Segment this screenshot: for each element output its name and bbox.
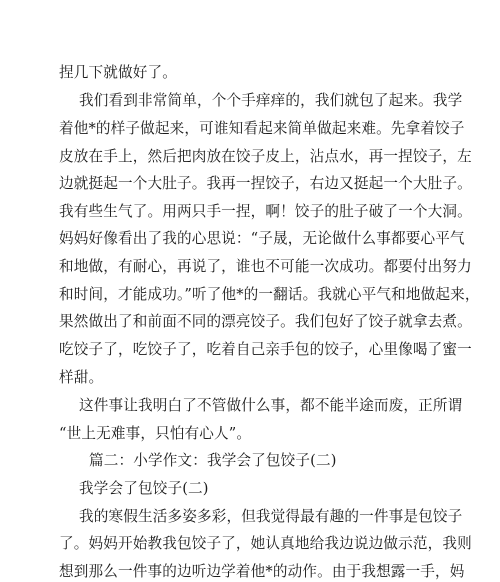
text-line: 和时间，才能成功。”听了他*的一翻话。我就心平气和地做起来， (59, 286, 480, 303)
text-line: “世上无难事，只怕有心人”。 (59, 425, 252, 442)
text-line: 想到那么一件事的边听边学着他*的动作。由于我想露一手，妈 (59, 563, 465, 580)
text-line: 样甜。 (59, 369, 104, 386)
text-line: 边就挺起一个大肚子。我再一捏饺子，右边又挺起一个大肚子。 (59, 175, 472, 192)
text-line: 和地做，有耐心，再说了，谁也不可能一次成功。都要付出努力 (59, 258, 472, 275)
paragraph-first-line: 我们看到非常简单，个个手痒痒的，我们就包了起来。我学 (79, 92, 463, 109)
text-line: 皮放在手上，然后把肉放在饺子皮上，沾点水，再一捏饺子，左 (59, 148, 472, 165)
article-title: 我学会了包饺子(二) (79, 480, 209, 497)
paragraph-first-line: 我的寒假生活多姿多彩，但我觉得最有趣的一件事是包饺子 (79, 508, 463, 525)
section-heading: 篇二：小学作文：我学会了包饺子(二) (89, 452, 337, 469)
text-line: 着他*的样子做起来，可谁知看起来简单做起来难。先拿着饺子 (59, 120, 465, 137)
text-line: 妈妈好像看出了我的心思说：“子晟，无论做什么事都要心平气 (59, 230, 465, 247)
text-line: 捏几下就做好了。 (59, 64, 177, 81)
paragraph-first-line: 这件事让我明白了不管做什么事，都不能半途而废，正所谓 (79, 397, 463, 414)
text-line: 吃饺子了，吃饺子了，吃着自己亲手包的饺子，心里像喝了蜜一 (59, 341, 472, 358)
text-line: 我有些生气了。用两只手一捏，啊！饺子的肚子破了一个大洞。 (59, 203, 472, 220)
text-line: 果然做出了和前面不同的漂亮饺子。我们包好了饺子就拿去煮。 (59, 313, 472, 330)
text-line: 了。妈妈开始教我包饺子了，她认真地给我边说边做示范，我则 (59, 535, 472, 552)
